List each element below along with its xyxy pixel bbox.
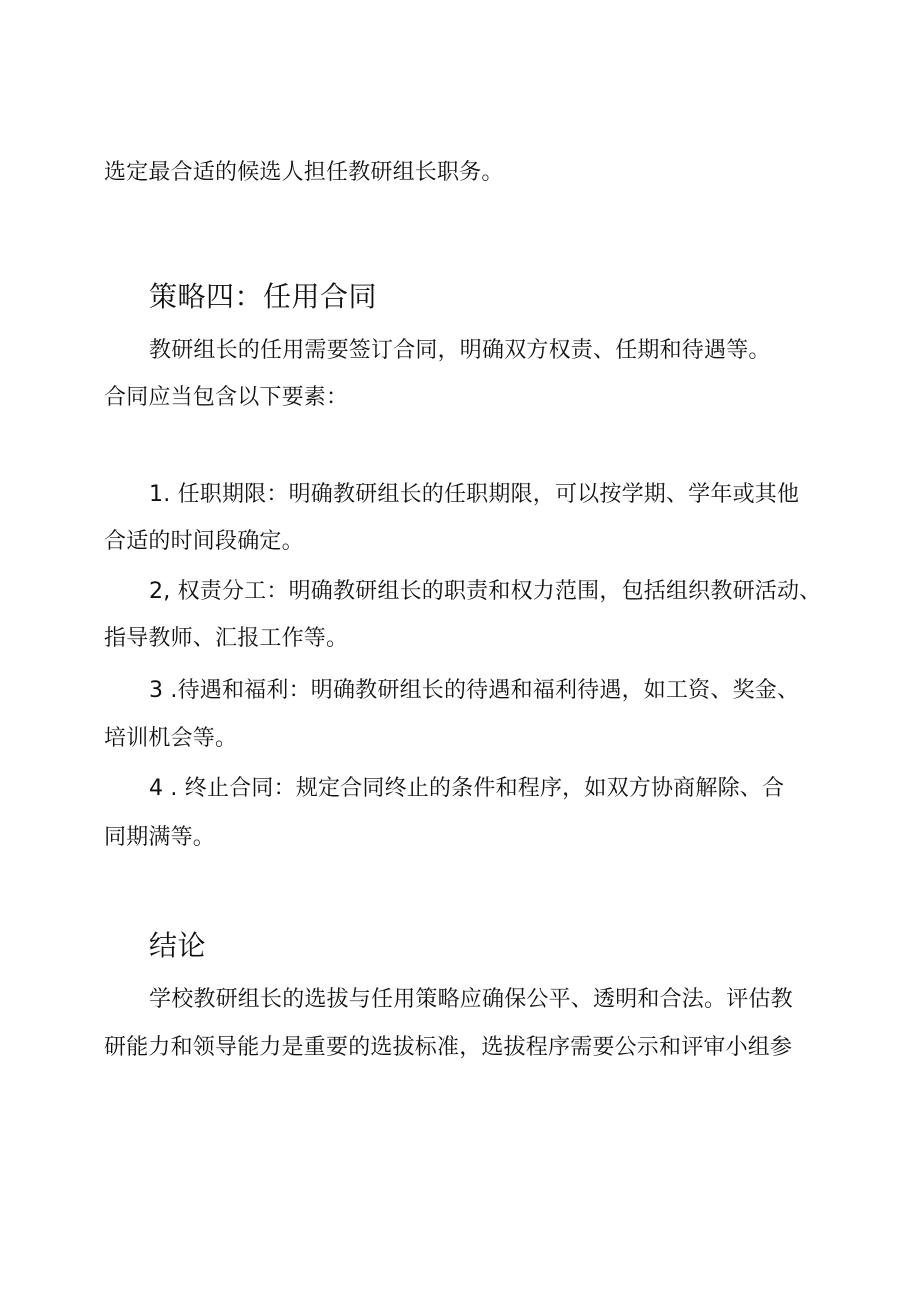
list-item-2-line2: 指导教师、汇报工作等。	[104, 626, 349, 651]
list-item-1-line1: 1. 任职期限：明确教研组长的任职期限，可以按学期、学年或其他	[149, 482, 800, 507]
list-item-3-line1: 3 .待遇和福利：明确教研组长的待遇和福利待遇，如工资、奖金、	[149, 678, 800, 703]
section-heading-strategy4: 策略四：任用合同	[149, 280, 378, 313]
list-item-4-line2: 同期满等。	[104, 825, 216, 850]
conclusion-line1: 学校教研组长的选拔与任用策略应确保公平、透明和合法。评估教	[149, 987, 793, 1012]
section4-intro-line2: 合同应当包含以下要素：	[104, 385, 349, 410]
section-heading-conclusion: 结论	[149, 929, 207, 962]
list-item-2-line1: 2, 权责分工：明确教研组长的职责和权力范围，包括组织教研活动、	[149, 579, 822, 604]
list-item-3-line2: 培训机会等。	[104, 726, 238, 751]
list-item-1-line2: 合适的时间段确定。	[104, 529, 304, 554]
section4-intro-line1: 教研组长的任用需要签订合同，明确双方权责、任期和待遇等。	[149, 338, 771, 363]
conclusion-line2: 研能力和领导能力是重要的选拔标准，选拔程序需要公示和评审小组参	[104, 1035, 793, 1060]
list-item-4-line1: 4 . 终止合同：规定合同终止的条件和程序，如双方协商解除、合	[149, 776, 785, 801]
continuation-paragraph: 选定最合适的候选人担任教研组长职务。	[104, 160, 504, 185]
